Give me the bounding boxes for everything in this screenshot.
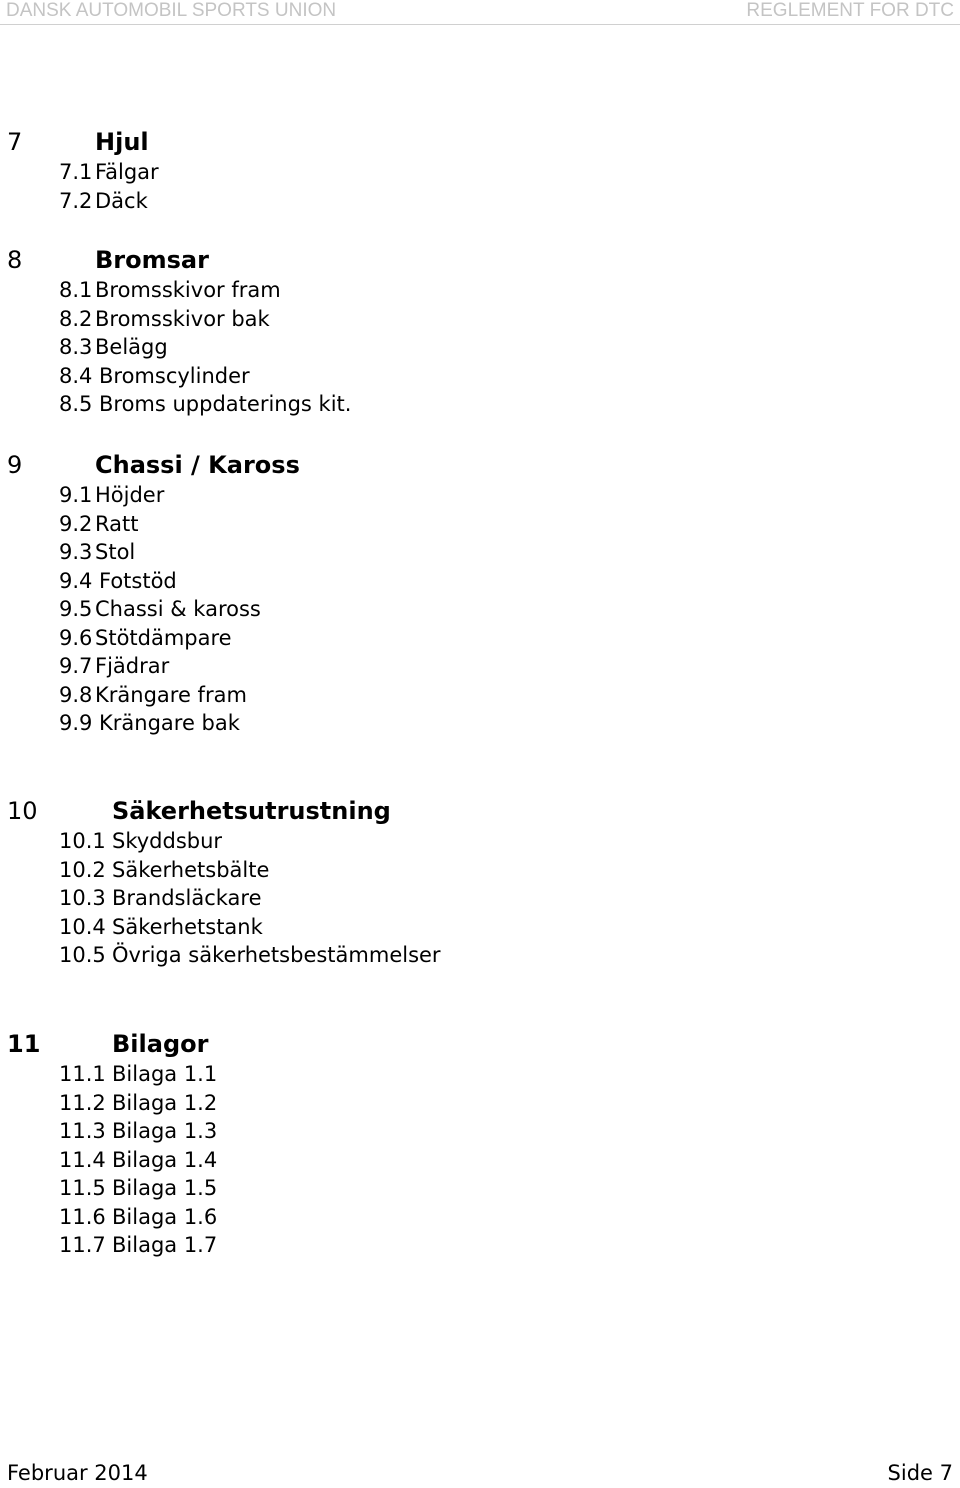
item-text: Ratt xyxy=(95,511,139,536)
toc-item xyxy=(0,305,960,334)
section-number: 7 xyxy=(7,128,23,156)
item-text: Bromsskivor fram xyxy=(95,278,281,302)
item-number: 10.2 xyxy=(59,857,106,882)
page-footer xyxy=(0,1458,960,1488)
section-heading xyxy=(0,449,960,481)
item-text: Höjder xyxy=(95,483,165,507)
item-number: 8.1 xyxy=(59,278,93,302)
section-9 xyxy=(0,449,960,738)
item-text: Bilaga 1.7 xyxy=(112,1233,218,1257)
item-text: Fotstöd xyxy=(99,568,177,593)
section-heading xyxy=(0,1028,960,1060)
item-number: 11.4 xyxy=(59,1147,106,1172)
toc-item xyxy=(0,1060,960,1089)
toc-item xyxy=(0,276,960,305)
header-document-title: REGLEMENT FOR DTC xyxy=(746,0,954,21)
item-number: 9.7 xyxy=(59,654,93,678)
toc-item xyxy=(0,913,960,942)
toc-item xyxy=(0,1203,960,1232)
item-text: Broms uppdaterings kit. xyxy=(99,392,352,416)
item-number: 11.6 xyxy=(59,1204,106,1229)
toc-item xyxy=(0,1117,960,1146)
toc-item xyxy=(0,510,960,539)
toc-item xyxy=(0,1174,960,1203)
item-number: 9.1 xyxy=(59,483,93,507)
item-text: Bilaga 1.2 xyxy=(112,1090,218,1115)
section-heading xyxy=(0,795,960,827)
section-heading xyxy=(0,126,960,158)
toc-item xyxy=(0,709,960,738)
toc-item xyxy=(0,390,960,419)
section-title: Chassi / Kaross xyxy=(95,451,300,479)
item-text: Belägg xyxy=(95,335,168,359)
section-7 xyxy=(0,126,960,215)
section-10 xyxy=(0,795,960,970)
section-title: Bromsar xyxy=(95,246,209,274)
item-number: 10.5 xyxy=(59,943,106,967)
section-title: Hjul xyxy=(95,128,149,156)
toc-item xyxy=(0,538,960,567)
item-number: 8.3 xyxy=(59,335,93,359)
item-number: 8.5 xyxy=(59,392,93,416)
item-text: Övriga säkerhetsbestämmelser xyxy=(112,943,441,967)
item-text: Brandsläckare xyxy=(112,886,262,910)
item-text: Bilaga 1.5 xyxy=(112,1176,218,1200)
item-number: 8.2 xyxy=(59,306,93,331)
item-number: 9.9 xyxy=(59,711,93,735)
toc-item xyxy=(0,941,960,970)
toc-item xyxy=(0,158,960,187)
item-number: 11.1 xyxy=(59,1062,106,1086)
toc-item xyxy=(0,1089,960,1118)
item-text: Bilaga 1.6 xyxy=(112,1204,218,1229)
item-text: Stol xyxy=(95,540,136,564)
item-text: Chassi & kaross xyxy=(95,597,261,621)
toc-item xyxy=(0,1231,960,1260)
item-text: Bilaga 1.4 xyxy=(112,1147,218,1172)
item-number: 7.1 xyxy=(59,160,93,184)
section-number: 11 xyxy=(7,1030,41,1058)
toc-item xyxy=(0,624,960,653)
toc-item xyxy=(0,856,960,885)
item-text: Krängare fram xyxy=(95,682,247,707)
page-header xyxy=(0,0,960,25)
item-text: Fälgar xyxy=(95,160,159,184)
toc-item xyxy=(0,333,960,362)
section-11 xyxy=(0,1028,960,1260)
item-text: Säkerhetstank xyxy=(112,914,263,939)
item-number: 9.4 xyxy=(59,568,93,593)
item-text: Bromscylinder xyxy=(99,363,250,388)
section-8 xyxy=(0,244,960,419)
item-number: 7.2 xyxy=(59,188,93,213)
toc-item xyxy=(0,595,960,624)
toc-item xyxy=(0,481,960,510)
item-number: 9.6 xyxy=(59,625,93,650)
item-text: Stötdämpare xyxy=(95,625,232,650)
item-number: 9.5 xyxy=(59,597,93,621)
item-number: 9.3 xyxy=(59,540,93,564)
item-text: Fjädrar xyxy=(95,654,170,678)
toc-item xyxy=(0,187,960,216)
section-number: 10 xyxy=(7,797,38,825)
toc-item xyxy=(0,827,960,856)
item-text: Däck xyxy=(95,188,148,213)
section-title: Säkerhetsutrustning xyxy=(112,797,391,825)
toc-item xyxy=(0,884,960,913)
section-number: 8 xyxy=(7,246,23,274)
toc-item xyxy=(0,567,960,596)
item-text: Bilaga 1.1 xyxy=(112,1062,218,1086)
item-number: 11.5 xyxy=(59,1176,106,1200)
section-heading xyxy=(0,244,960,276)
item-number: 11.2 xyxy=(59,1090,106,1115)
footer-page-number: Side 7 xyxy=(887,1461,953,1485)
item-number: 9.2 xyxy=(59,511,93,536)
item-number: 10.1 xyxy=(59,829,106,853)
section-number: 9 xyxy=(7,451,23,479)
header-org-name: DANSK AUTOMOBIL SPORTS UNION xyxy=(6,0,337,21)
toc-item xyxy=(0,681,960,710)
toc-item xyxy=(0,362,960,391)
toc-item xyxy=(0,652,960,681)
section-title: Bilagor xyxy=(112,1030,209,1058)
item-text: Krängare bak xyxy=(99,711,240,735)
item-number: 11.7 xyxy=(59,1233,106,1257)
item-number: 11.3 xyxy=(59,1119,106,1143)
item-number: 10.3 xyxy=(59,886,106,910)
item-text: Säkerhetsbälte xyxy=(112,857,270,882)
item-text: Skyddsbur xyxy=(112,829,223,853)
footer-date: Februar 2014 xyxy=(7,1461,148,1485)
item-number: 8.4 xyxy=(59,363,93,388)
item-text: Bilaga 1.3 xyxy=(112,1119,218,1143)
item-number: 10.4 xyxy=(59,914,106,939)
toc-item xyxy=(0,1146,960,1175)
item-number: 9.8 xyxy=(59,682,93,707)
item-text: Bromsskivor bak xyxy=(95,306,270,331)
